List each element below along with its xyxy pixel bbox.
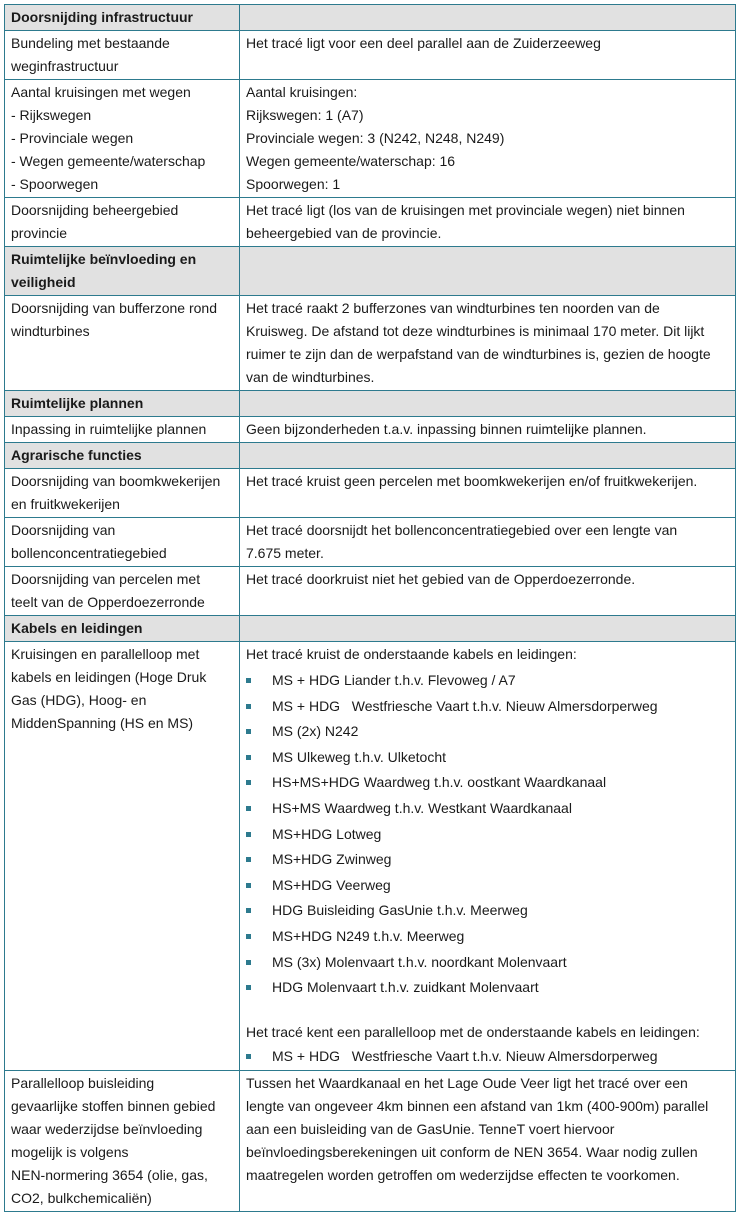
section-header-row xyxy=(5,616,736,642)
table-row xyxy=(5,80,736,198)
row-value: Het tracé raakt 2 bufferzones van windturbines ten noorden van de Kruisweg. De afstand tot deze windturbines is minimaal 170 meter. Dit lijkt ruimer te zijn dan de werpafstand van de windturbines is, gezien de hoogte van de windturbines. xyxy=(240,296,736,391)
table-row xyxy=(5,567,736,616)
list-item: MS + HDG Liander t.h.v. Flevoweg / A7 xyxy=(246,668,729,694)
row-value: Het tracé ligt (los van de kruisingen met provinciale wegen) niet binnen beheergebied van de provincie. xyxy=(240,198,736,247)
list-item: HDG Molenvaart t.h.v. zuidkant Molenvaart xyxy=(246,975,729,1001)
square-bullet-icon xyxy=(246,729,251,734)
section-empty-cell xyxy=(240,247,736,296)
table-row xyxy=(5,469,736,518)
row-label: Doorsnijding van percelen met teelt van de Opperdoezerronde xyxy=(5,567,240,616)
square-bullet-icon xyxy=(246,1054,251,1059)
list-item: MS + HDG Westfriesche Vaart t.h.v. Nieuw Almersdorperweg xyxy=(246,1044,729,1070)
parallel-run-intro: Het tracé kent een parallelloop met de onderstaande kabels en leidingen: xyxy=(246,1023,700,1040)
table-row xyxy=(5,518,736,567)
row-label: Bundeling met bestaande weginfrastructuur xyxy=(5,31,240,80)
square-bullet-icon xyxy=(246,780,251,785)
section-header-row xyxy=(5,391,736,417)
row-value xyxy=(240,642,736,1071)
table-row xyxy=(5,296,736,391)
table-row xyxy=(5,642,736,1071)
list-item: MS+HDG Lotweg xyxy=(246,822,729,848)
square-bullet-icon xyxy=(246,934,251,939)
section-header-row xyxy=(5,247,736,296)
list-item: MS+HDG N249 t.h.v. Meerweg xyxy=(246,924,729,950)
row-label: Aantal kruisingen met wegen - Rijkswegen - Provinciale wegen - Wegen gemeente/waterschap - Spoorwegen xyxy=(5,80,240,198)
section-title: Ruimtelijke plannen xyxy=(5,391,240,417)
row-label: Doorsnijding van bufferzone rond windturbines xyxy=(5,296,240,391)
section-title: Kabels en leidingen xyxy=(5,616,240,642)
square-bullet-icon xyxy=(246,704,251,709)
row-value: Het tracé ligt voor een deel parallel aan de Zuiderzeeweg xyxy=(240,31,736,80)
row-label: Kruisingen en parallelloop met kabels en leidingen (Hoge Druk Gas (HDG), Hoog- en MiddenSpanning (HS en MS) xyxy=(5,642,240,1071)
section-empty-cell xyxy=(240,5,736,31)
cable-crossings-intro: Het tracé kruist de onderstaande kabels en leidingen: xyxy=(246,646,577,662)
list-item: HS+MS Waardweg t.h.v. Westkant Waardkanaal xyxy=(246,796,729,822)
row-label: Parallelloop buisleiding gevaarlijke stoffen binnen gebied waar wederzijdse beïnvloeding mogelijk is volgens NEN-normering 3654 (olie, gas, CO2, bulkchemicaliën) xyxy=(5,1071,240,1212)
row-value: Het tracé kruist geen percelen met boomkwekerijen en/of fruitkwekerijen. xyxy=(240,469,736,518)
square-bullet-icon xyxy=(246,985,251,990)
cable-crossings-list xyxy=(246,668,729,1001)
list-item: MS + HDG Westfriesche Vaart t.h.v. Nieuw Almersdorperweg xyxy=(246,694,729,720)
row-value: Aantal kruisingen: Rijkswegen: 1 (A7) Provinciale wegen: 3 (N242, N248, N249) Wegen gemeente/waterschap: 16 Spoorwegen: 1 xyxy=(240,80,736,198)
row-value: Tussen het Waardkanaal en het Lage Oude Veer ligt het tracé over een lengte van ongeveer 4km binnen een afstand van 1km (400-900m) parallel aan een buisleiding van de GasUnie. TenneT voert hiervoor beïnvloedingsberekeningen uit conform de NEN 3654. Waar nodig zullen maatregelen worden getroffen om wederzijdse effecten te voorkomen. xyxy=(240,1071,736,1212)
row-value: Het tracé doorkruist niet het gebied van de Opperdoezerronde. xyxy=(240,567,736,616)
list-item: MS Ulkeweg t.h.v. Ulketocht xyxy=(246,745,729,771)
section-title: Ruimtelijke beïnvloeding en veiligheid xyxy=(5,247,240,296)
row-label: Doorsnijding van boomkwekerijen en fruitkwekerijen xyxy=(5,469,240,518)
table-row xyxy=(5,198,736,247)
section-empty-cell xyxy=(240,616,736,642)
section-title: Agrarische functies xyxy=(5,443,240,469)
parallel-run-list xyxy=(246,1044,729,1070)
section-empty-cell xyxy=(240,443,736,469)
section-title: Doorsnijding infrastructuur xyxy=(5,5,240,31)
row-value: Geen bijzonderheden t.a.v. inpassing binnen ruimtelijke plannen. xyxy=(240,417,736,443)
list-item: HDG Buisleiding GasUnie t.h.v. Meerweg xyxy=(246,898,729,924)
table-row xyxy=(5,417,736,443)
table-row xyxy=(5,1071,736,1212)
square-bullet-icon xyxy=(246,857,251,862)
section-header-row xyxy=(5,5,736,31)
row-label: Doorsnijding van bollenconcentratiegebied xyxy=(5,518,240,567)
list-item: HS+MS+HDG Waardweg t.h.v. oostkant Waardkanaal xyxy=(246,770,729,796)
square-bullet-icon xyxy=(246,806,251,811)
list-item: MS+HDG Zwinweg xyxy=(246,847,729,873)
section-header-row xyxy=(5,443,736,469)
square-bullet-icon xyxy=(246,883,251,888)
square-bullet-icon xyxy=(246,960,251,965)
assessment-table xyxy=(4,4,736,1212)
row-label: Inpassing in ruimtelijke plannen xyxy=(5,417,240,443)
row-label: Doorsnijding beheergebied provincie xyxy=(5,198,240,247)
square-bullet-icon xyxy=(246,678,251,683)
square-bullet-icon xyxy=(246,908,251,913)
list-item: MS (3x) Molenvaart t.h.v. noordkant Molenvaart xyxy=(246,950,729,976)
square-bullet-icon xyxy=(246,832,251,837)
list-item: MS (2x) N242 xyxy=(246,719,729,745)
section-empty-cell xyxy=(240,391,736,417)
table-row xyxy=(5,31,736,80)
square-bullet-icon xyxy=(246,755,251,760)
list-item: MS+HDG Veerweg xyxy=(246,873,729,899)
row-value: Het tracé doorsnijdt het bollenconcentratiegebied over een lengte van 7.675 meter. xyxy=(240,518,736,567)
